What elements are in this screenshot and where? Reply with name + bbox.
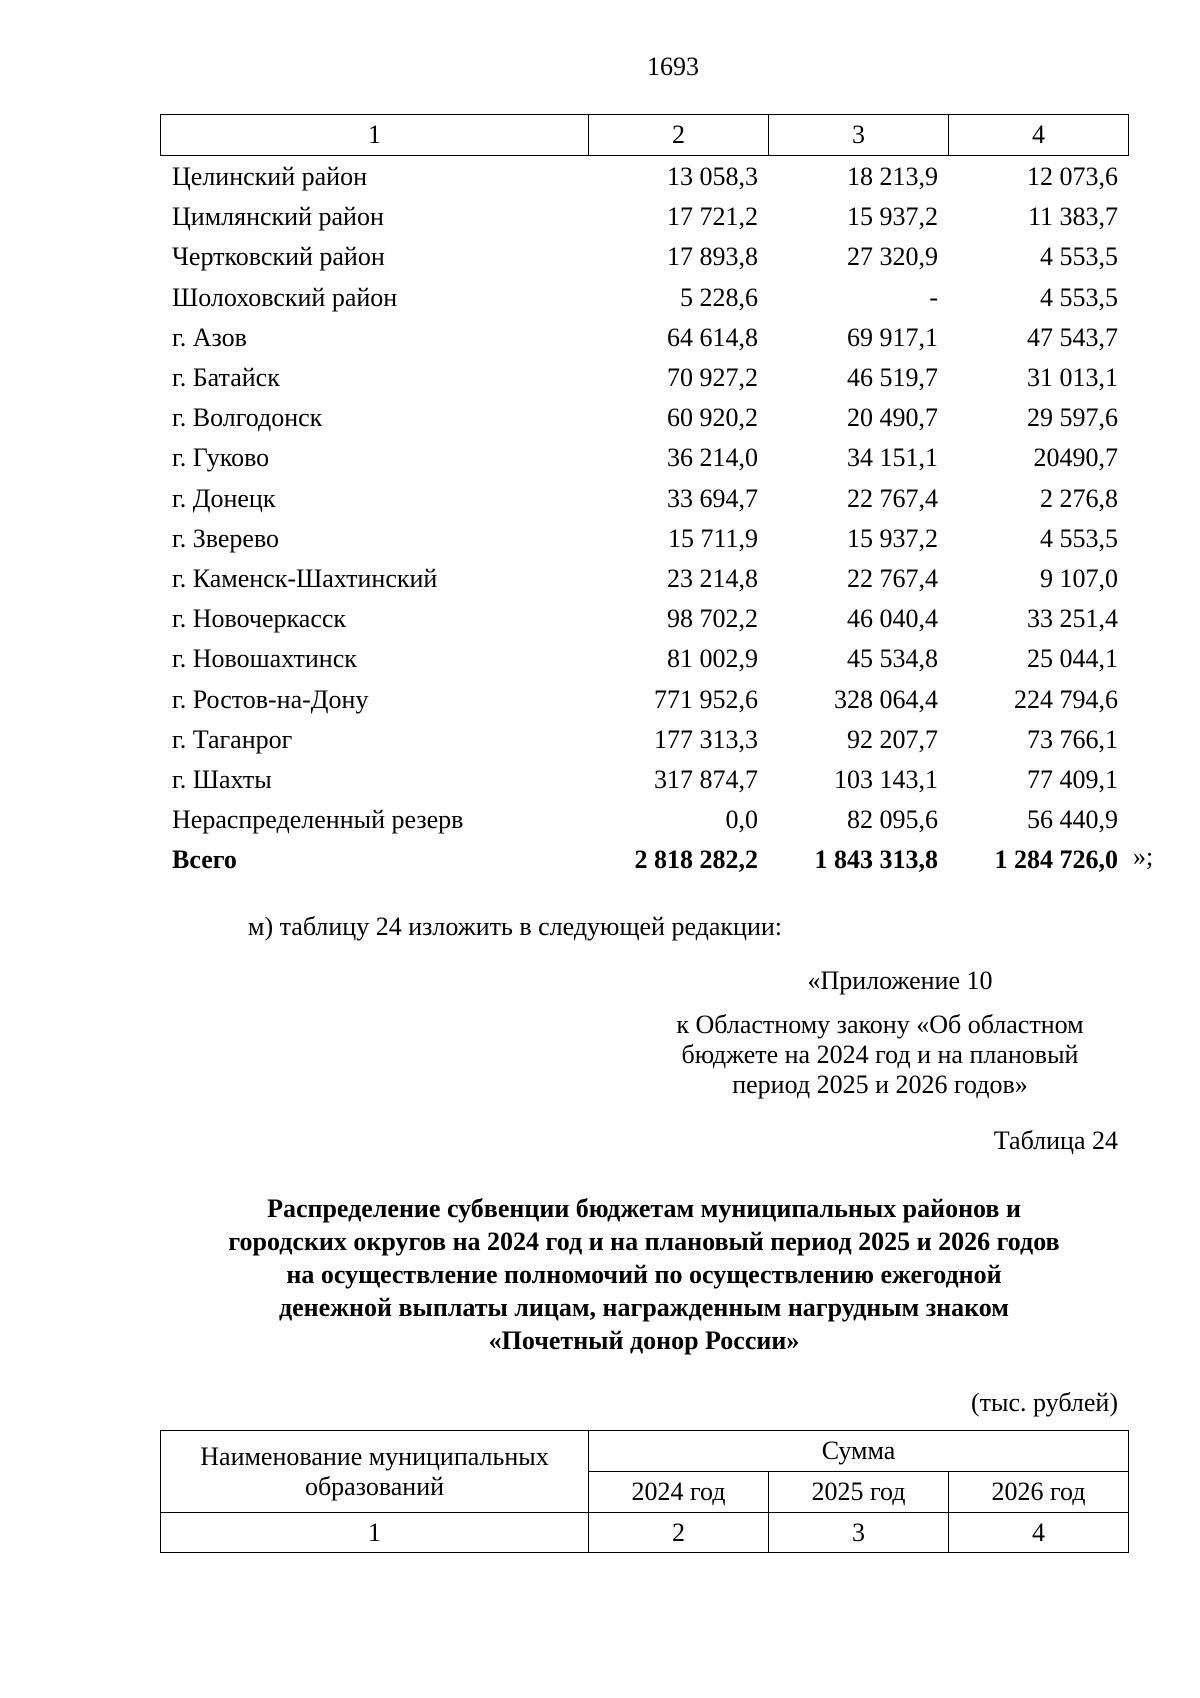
value-2025: 15 937,2 xyxy=(847,202,938,232)
value-2024: 177 313,3 xyxy=(654,724,758,754)
table-row xyxy=(160,278,1128,318)
value-2024: 17 721,2 xyxy=(667,202,758,232)
closing-quote-mark: »; xyxy=(1133,842,1154,871)
column-number: 2 xyxy=(589,115,769,156)
value-2026: 2 276,8 xyxy=(1040,483,1118,513)
value-2026: 4 553,5 xyxy=(1040,282,1118,312)
title-line: «Почетный донор России» xyxy=(488,1326,800,1355)
value-2025: 92 207,7 xyxy=(847,724,938,754)
table-title xyxy=(160,1192,1128,1357)
column-number: 2 xyxy=(589,1513,769,1553)
value-2024: 0,0 xyxy=(725,805,758,835)
table-row xyxy=(160,358,1128,398)
year-header-2026: 2026 год xyxy=(949,1472,1129,1513)
table-row xyxy=(160,679,1128,719)
value-2024: 23 214,8 xyxy=(667,563,758,593)
column-number: 3 xyxy=(769,1513,949,1553)
title-line: городских округов на 2024 год и на плановый период 2025 и 2026 годов xyxy=(228,1227,1060,1256)
value-2025: 22 767,4 xyxy=(847,563,938,593)
value-2025: 82 095,6 xyxy=(847,805,938,835)
value-2024: 36 214,0 xyxy=(667,443,758,473)
appendix-title: «Приложение 10 xyxy=(807,966,993,995)
total-value-2024: 2 818 282,2 xyxy=(634,845,758,875)
column-number: 1 xyxy=(161,1513,589,1553)
value-2025: 45 534,8 xyxy=(847,644,938,674)
value-2024: 64 614,8 xyxy=(667,322,758,352)
table-label: Таблица 24 xyxy=(993,1126,1118,1155)
year-header-2024: 2024 год xyxy=(589,1472,769,1513)
value-2025: 46 519,7 xyxy=(847,363,938,393)
page-number: 1693 xyxy=(647,52,699,81)
appendix-reference xyxy=(640,1010,1120,1100)
value-2024: 60 920,2 xyxy=(667,403,758,433)
value-2025: 20 490,7 xyxy=(847,403,938,433)
value-2025: 103 143,1 xyxy=(834,764,938,794)
table-row xyxy=(160,800,1128,840)
municipality-name: г. Азов xyxy=(172,322,247,352)
municipality-name: г. Зверево xyxy=(172,523,280,553)
sum-header: Сумма xyxy=(589,1431,1129,1472)
municipality-name: Цимлянский район xyxy=(172,202,384,232)
new-table-header xyxy=(160,1430,1129,1553)
value-2025: - xyxy=(929,282,938,312)
table-row xyxy=(160,438,1128,478)
municipality-name: г. Новошахтинск xyxy=(172,644,357,674)
name-column-header: Наименование муниципальных образований xyxy=(161,1431,589,1513)
municipality-name: г. Батайск xyxy=(172,363,280,393)
value-2026: 33 251,4 xyxy=(1027,604,1118,634)
value-2025: 328 064,4 xyxy=(834,684,938,714)
value-2026: 11 383,7 xyxy=(1027,202,1118,232)
municipality-name: г. Ростов-на-Дону xyxy=(172,684,369,714)
subvention-data-table xyxy=(160,157,1128,880)
value-2025: 22 767,4 xyxy=(847,483,938,513)
value-2026: 4 553,5 xyxy=(1040,242,1118,272)
table-row xyxy=(160,760,1128,800)
municipality-name: г. Гуково xyxy=(172,443,270,473)
title-line: на осуществление полномочий по осуществлению ежегодной xyxy=(286,1260,1002,1289)
value-2024: 33 694,7 xyxy=(667,483,758,513)
units-label: (тыс. рублей) xyxy=(970,1388,1118,1417)
value-2024: 81 002,9 xyxy=(667,644,758,674)
municipality-name: г. Каменск-Шахтинский xyxy=(172,563,438,593)
value-2025: 27 320,9 xyxy=(847,242,938,272)
value-2026: 20490,7 xyxy=(1033,443,1118,473)
amendment-paragraph: м) таблицу 24 изложить в следующей редакции: xyxy=(248,912,783,941)
value-2024: 317 874,7 xyxy=(654,764,758,794)
value-2026: 77 409,1 xyxy=(1027,764,1118,794)
table-row xyxy=(160,157,1128,197)
municipality-name: г. Донецк xyxy=(172,483,276,513)
value-2026: 224 794,6 xyxy=(1014,684,1118,714)
value-2024: 15 711,9 xyxy=(667,523,758,553)
value-2026: 12 073,6 xyxy=(1027,162,1118,192)
value-2025: 69 917,1 xyxy=(847,322,938,352)
municipality-name: г. Таганрог xyxy=(172,724,293,754)
appendix-reference-line: период 2025 и 2026 годов» xyxy=(732,1070,1028,1099)
value-2024: 771 952,6 xyxy=(654,684,758,714)
table-row xyxy=(160,197,1128,237)
municipality-name: Чертковский район xyxy=(172,242,385,272)
column-number: 1 xyxy=(161,115,589,156)
value-2025: 46 040,4 xyxy=(847,604,938,634)
appendix-reference-line: к Областному закону «Об областном xyxy=(676,1010,1084,1039)
column-number-header xyxy=(160,114,1129,156)
value-2026: 73 766,1 xyxy=(1027,724,1118,754)
table-row xyxy=(160,639,1128,679)
appendix-reference-line: бюджете на 2024 год и на плановый xyxy=(681,1040,1079,1069)
column-number: 4 xyxy=(949,1513,1129,1553)
value-2025: 18 213,9 xyxy=(847,162,938,192)
value-2026: 56 440,9 xyxy=(1027,805,1118,835)
value-2026: 9 107,0 xyxy=(1040,563,1118,593)
total-label: Всего xyxy=(172,845,237,875)
table-row xyxy=(160,720,1128,760)
table-row xyxy=(160,398,1128,438)
total-value-2026: 1 284 726,0 xyxy=(994,845,1118,875)
title-line: Распределение субвенции бюджетам муниципальных районов и xyxy=(267,1194,1021,1223)
value-2026: 25 044,1 xyxy=(1027,644,1118,674)
table-row xyxy=(160,519,1128,559)
total-row xyxy=(160,840,1128,880)
value-2024: 5 228,6 xyxy=(680,282,758,312)
table-row xyxy=(160,318,1128,358)
value-2025: 34 151,1 xyxy=(847,443,938,473)
value-2025: 15 937,2 xyxy=(847,523,938,553)
value-2026: 4 553,5 xyxy=(1040,523,1118,553)
table-row xyxy=(160,237,1128,277)
municipality-name: Целинский район xyxy=(172,162,367,192)
municipality-name: Нераспределенный резерв xyxy=(172,805,464,835)
value-2024: 98 702,2 xyxy=(667,604,758,634)
year-header-2025: 2025 год xyxy=(769,1472,949,1513)
value-2026: 47 543,7 xyxy=(1027,322,1118,352)
value-2026: 31 013,1 xyxy=(1027,363,1118,393)
value-2024: 70 927,2 xyxy=(667,363,758,393)
municipality-name: г. Новочеркасск xyxy=(172,604,347,634)
table-row xyxy=(160,599,1128,639)
table-row xyxy=(160,479,1128,519)
value-2024: 17 893,8 xyxy=(667,242,758,272)
title-line: денежной выплаты лицам, награжденным нагрудным знаком xyxy=(278,1293,1010,1322)
municipality-name: г. Волгодонск xyxy=(172,403,323,433)
table-row xyxy=(160,559,1128,599)
value-2026: 29 597,6 xyxy=(1027,403,1118,433)
municipality-name: г. Шахты xyxy=(172,764,272,794)
value-2024: 13 058,3 xyxy=(667,162,758,192)
column-number: 3 xyxy=(769,115,949,156)
municipality-name: Шолоховский район xyxy=(172,282,398,312)
total-value-2025: 1 843 313,8 xyxy=(814,845,938,875)
column-number: 4 xyxy=(949,115,1129,156)
